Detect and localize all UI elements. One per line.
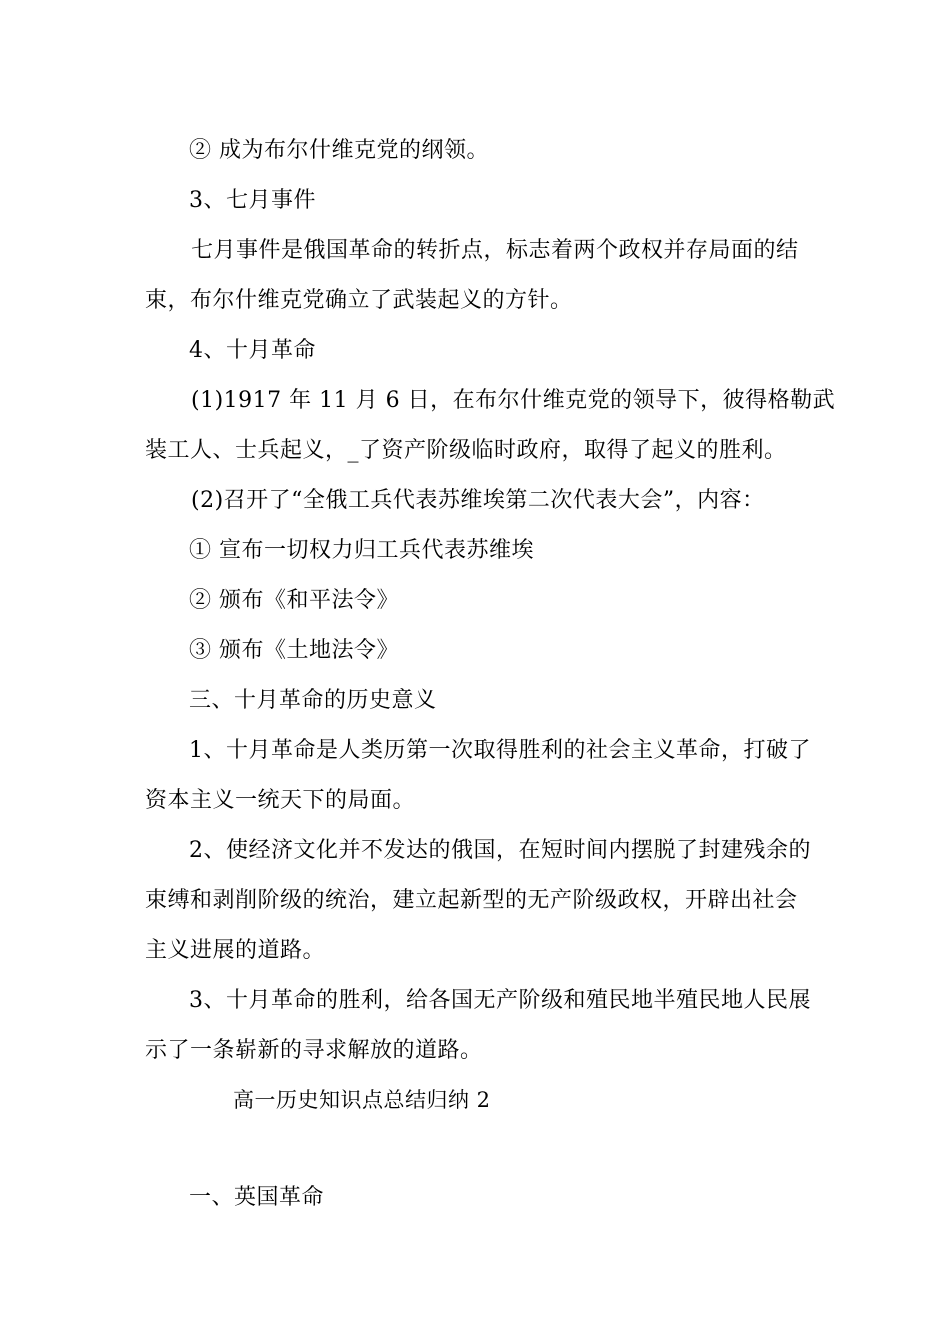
text-line: ② 成为布尔什维克党的纲领。 <box>189 138 489 163</box>
text-line: 七月事件是俄国革命的转折点，标志着两个政权并存局面的结 <box>191 238 799 263</box>
list-item: ② 颁布《和平法令》 <box>189 588 399 613</box>
text-line: 束，布尔什维克党确立了武装起义的方针。 <box>145 288 573 313</box>
text-line: (1)1917 年 11 月 6 日，在布尔什维克党的领导下，彼得格勒武 <box>191 388 836 413</box>
text-line: (2)召开了“全俄工兵代表苏维埃第二次代表大会”，内容： <box>191 488 765 513</box>
section-heading: 一、英国革命 <box>189 1185 325 1210</box>
text-line: 3、十月革命的胜利，给各国无产阶级和殖民地半殖民地人民展 <box>189 988 811 1013</box>
list-item: ③ 颁布《土地法令》 <box>189 638 399 663</box>
text-line: 主义进展的道路。 <box>145 938 326 963</box>
section-heading: 3、七月事件 <box>189 188 316 213</box>
list-item: ① 宣布一切权力归工兵代表苏维埃 <box>189 538 534 563</box>
text-line: 资本主义一统天下的局面。 <box>145 788 416 813</box>
text-line: 束缚和剥削阶级的统治，建立起新型的无产阶级政权，开辟出社会 <box>145 888 798 913</box>
section-heading: 4、十月革命 <box>189 338 316 363</box>
text-line: 1、十月革命是人类历第一次取得胜利的社会主义革命，打破了 <box>189 738 811 763</box>
text-line: 装工人、士兵起义，_了资产阶级临时政府，取得了起义的胜利。 <box>145 438 787 463</box>
text-line: 2、使经济文化并不发达的俄国，在短时间内摆脱了封建残余的 <box>189 838 811 863</box>
text-line: 示了一条崭新的寻求解放的道路。 <box>145 1038 483 1063</box>
document-title: 高一历史知识点总结归纳 2 <box>233 1088 491 1112</box>
section-heading: 三、十月革命的历史意义 <box>189 688 437 713</box>
